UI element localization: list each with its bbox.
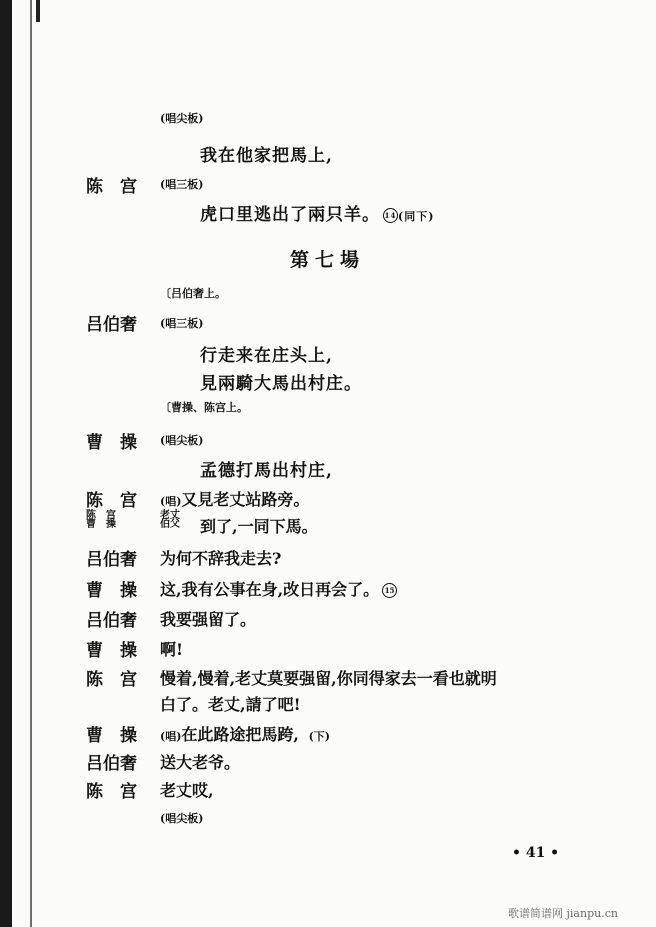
dialogue-line: 啊! [160, 640, 184, 659]
lyric-line: 行走来在庄头上, [200, 346, 333, 366]
speaker-name: 曹 操 [86, 519, 116, 530]
speaker-name: 吕伯奢 [86, 611, 137, 631]
speaker-name: 伯父 [160, 519, 180, 530]
lyric-line: 見兩騎大馬出村庄。 [200, 374, 362, 394]
book-spine-shadow [0, 0, 12, 927]
dialogue-text: 这,我有公事在身,改日再会了。 [160, 580, 380, 599]
footnote-marker: 14 [383, 208, 398, 223]
lyric-line: 我在他家把馬上, [200, 146, 333, 166]
stage-entrance: 〔吕伯奢上。 [160, 287, 226, 300]
dialogue-line: 送大老爷。 [160, 753, 241, 772]
stage-direction: (下) [308, 730, 330, 743]
footnote-marker: 15 [382, 583, 397, 598]
dialogue-line [160, 487, 309, 510]
speaker-name: 陈 宫 [86, 177, 137, 197]
stage-direction: (唱) [160, 495, 182, 508]
stage-direction: (同下) [398, 210, 435, 223]
speaker-name: 陈 宫 [86, 670, 137, 690]
speaker-name: 曹 操 [86, 581, 137, 601]
dialogue-text: 又見老丈站路旁。 [181, 490, 310, 509]
lyric-text: 虎口里逃出了兩只羊。 [200, 205, 380, 225]
dialogue-line: 为何不辞我走去? [160, 549, 282, 568]
lyric-line: 孟德打馬出村庄, [200, 461, 333, 481]
dialogue-line [160, 577, 397, 600]
speaker-name: 曹 操 [86, 433, 137, 453]
watermark: 歌谱简谱网 jianpu.cn [508, 907, 618, 920]
speaker-name: 吕伯奢 [86, 315, 137, 335]
speaker-name: 老丈 [160, 510, 180, 521]
stage-direction: (唱) [160, 730, 182, 743]
stage-direction: (唱尖板) [160, 812, 204, 825]
dialogue-line: 白了。老丈,請了吧! [160, 695, 301, 714]
speaker-name: 陈 宫 [86, 491, 137, 511]
stage-direction: (唱尖板) [160, 434, 204, 447]
dialogue-line: 到了,一同下馬。 [200, 517, 318, 536]
scene-title: 第七場 [290, 249, 366, 271]
lyric-line [200, 200, 434, 225]
speaker-name: 陈 宫 [86, 510, 116, 521]
scan-mark [36, 0, 40, 22]
dialogue-line: 老丈哎, [160, 781, 214, 800]
joint-speakers-left [86, 511, 116, 529]
stage-direction: (唱尖板) [160, 112, 204, 125]
stage-direction: (唱三板) [160, 178, 204, 191]
speaker-name: 曹 操 [86, 726, 137, 746]
stage-entrance: 〔曹操、陈宫上。 [160, 401, 248, 414]
page-number: • 41 • [512, 845, 560, 861]
dialogue-line: 我要强留了。 [160, 610, 257, 629]
gutter-line [30, 0, 32, 927]
speaker-name: 吕伯奢 [86, 550, 137, 570]
joint-speakers-right [160, 511, 180, 529]
speaker-name: 曹 操 [86, 641, 137, 661]
speaker-name: 陈 宫 [86, 782, 137, 802]
speaker-name: 吕伯奢 [86, 754, 137, 774]
dialogue-text: 在此路途把馬跨, [181, 725, 299, 744]
stage-direction: (唱三板) [160, 317, 204, 330]
dialogue-line [160, 722, 330, 745]
dialogue-line: 慢着,慢着,老丈莫要强留,你同得家去一看也就明 [160, 669, 497, 688]
